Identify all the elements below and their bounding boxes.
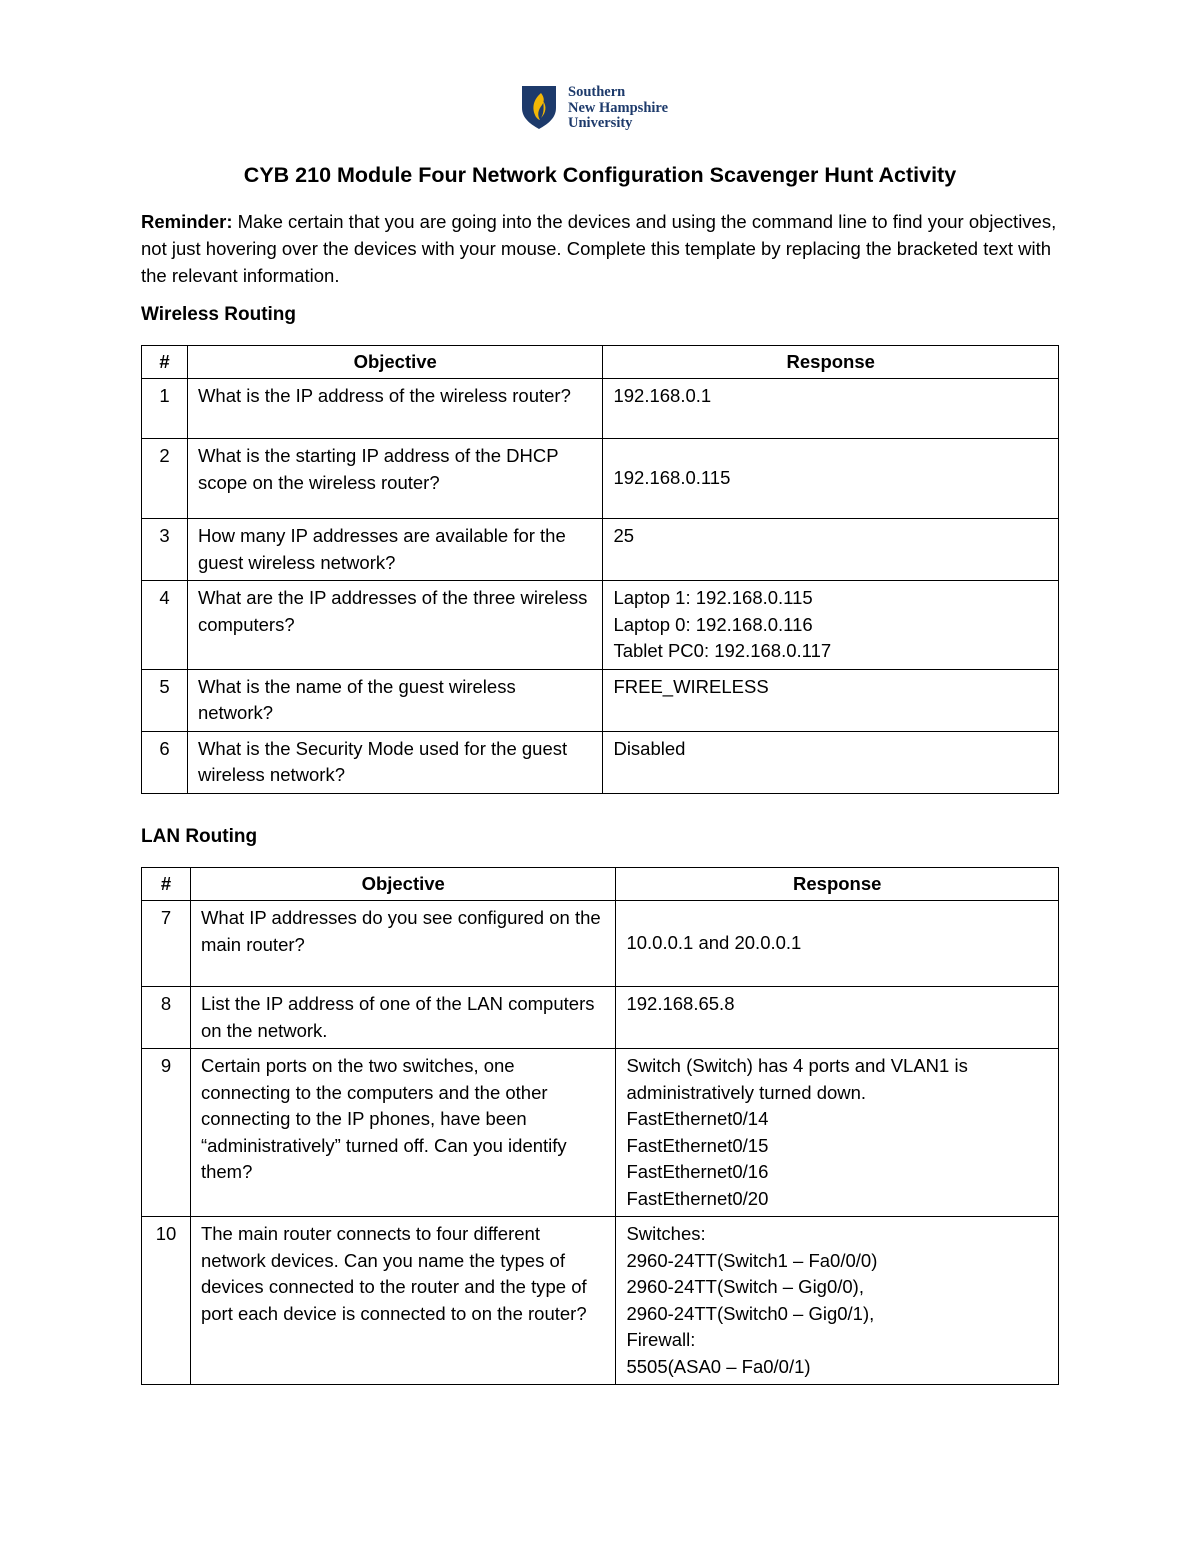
page-title: CYB 210 Module Four Network Configuration Scavenger Hunt Activity [243,163,957,187]
response-cell [603,439,1059,519]
row-number: 1 [142,379,188,439]
wireless-routing-heading: Wireless Routing [141,304,297,325]
objective-cell: List the IP address of one of the LAN computers on the network. [190,987,616,1049]
table-row [142,1049,1059,1217]
reminder-text: Make certain that you are going into the devices and using the command line to find your objectives, not just hovering over the devices with your mouse. Complete this template by replacing the bracketed text with the relevant information. [141,211,1057,286]
response-line: 192.168.0.115 [613,467,731,489]
column-header-response: Response [616,868,1059,901]
table-row [142,987,1059,1049]
row-number: 4 [142,581,188,670]
column-header-response: Response [603,346,1059,379]
reminder-paragraph [141,208,1071,289]
table-header-row [142,868,1059,901]
objective-cell: What is the starting IP address of the DHCP scope on the wireless router? [187,439,602,519]
table-row [142,669,1059,731]
row-number: 2 [142,439,188,519]
objective-cell: What is the Security Mode used for the guest wireless network? [187,731,602,793]
response-line: Switch (Switch) has 4 ports and VLAN1 is administratively turned down. [626,1055,968,1103]
logo-line-3: University [568,115,633,131]
response-cell [603,581,1059,670]
objective-cell: The main router connects to four different network devices. Can you name the types of devices connected to the router and the type of port each device is connected to on the router? [190,1217,616,1385]
response-line: FREE_WIRELESS [613,675,769,697]
table-row [142,581,1059,670]
response-line: Laptop 0: 192.168.0.116 [613,613,813,635]
logo-line-2: New Hampshire [568,99,669,116]
logo-line-1: Southern [568,84,626,100]
response-line: 2960-24TT(Switch – Gig0/0), [626,1276,864,1297]
response-line: FastEthernet0/14 [626,1108,769,1129]
response-line: 192.168.65.8 [626,993,735,1014]
row-number: 5 [142,669,188,731]
response-line: FastEthernet0/15 [626,1134,769,1156]
objective-cell: What IP addresses do you see configured on the main router? [190,901,616,987]
wireless-routing-table [141,345,1059,794]
response-line: 2960-24TT(Switch0 – Gig0/1), [626,1302,875,1324]
column-header-objective: Objective [187,346,602,379]
lan-routing-table [141,867,1059,1385]
response-line: 10.0.0.1 and 20.0.0.1 [626,932,802,954]
response-line: 2960-24TT(Switch1 – Fa0/0/0) [626,1249,878,1271]
response-line: Tablet PC0: 192.168.0.117 [613,640,832,661]
response-line: Laptop 1: 192.168.0.115 [613,587,813,608]
response-cell [603,669,1059,731]
table-row [142,439,1059,519]
column-header-number: # [142,346,188,379]
lan-routing-heading: LAN Routing [141,826,258,847]
row-number: 9 [142,1049,191,1217]
response-line: Disabled [613,737,686,759]
table-row [142,901,1059,987]
objective-cell: What is the name of the guest wireless network? [187,669,602,731]
row-number: 10 [142,1217,191,1385]
row-number: 8 [142,987,191,1049]
response-line: Firewall: [626,1329,696,1350]
objective-cell: How many IP addresses are available for the guest wireless network? [187,519,602,581]
university-logo [520,84,668,132]
response-line: 5505(ASA0 – Fa0/0/1) [626,1355,811,1377]
logo-wordmark [568,85,668,132]
objective-cell: What is the IP address of the wireless router? [187,379,602,439]
response-line: FastEthernet0/16 [626,1161,769,1182]
column-header-objective: Objective [190,868,616,901]
row-number: 7 [142,901,191,987]
table-row [142,731,1059,793]
response-line: 25 [613,525,635,546]
row-number: 3 [142,519,188,581]
objective-cell: Certain ports on the two switches, one connecting to the computers and the other connecting to the IP phones, have been “administratively” turned off. Can you identify them? [190,1049,616,1217]
table-header-row [142,346,1059,379]
response-line: Switches: [626,1223,706,1244]
table-row [142,519,1059,581]
table-row [142,379,1059,439]
table-row [142,1217,1059,1385]
response-cell [616,1049,1059,1217]
response-cell [616,1217,1059,1385]
response-line: 192.168.0.1 [613,385,712,406]
response-cell [603,519,1059,581]
column-header-number: # [142,868,191,901]
row-number: 6 [142,731,188,793]
shield-flame-icon [520,84,558,130]
response-line: FastEthernet0/20 [626,1187,769,1209]
objective-cell: What are the IP addresses of the three wireless computers? [187,581,602,670]
response-cell [616,901,1059,987]
reminder-label: Reminder: [141,211,233,232]
response-cell [616,987,1059,1049]
response-cell [603,379,1059,439]
response-cell [603,731,1059,793]
